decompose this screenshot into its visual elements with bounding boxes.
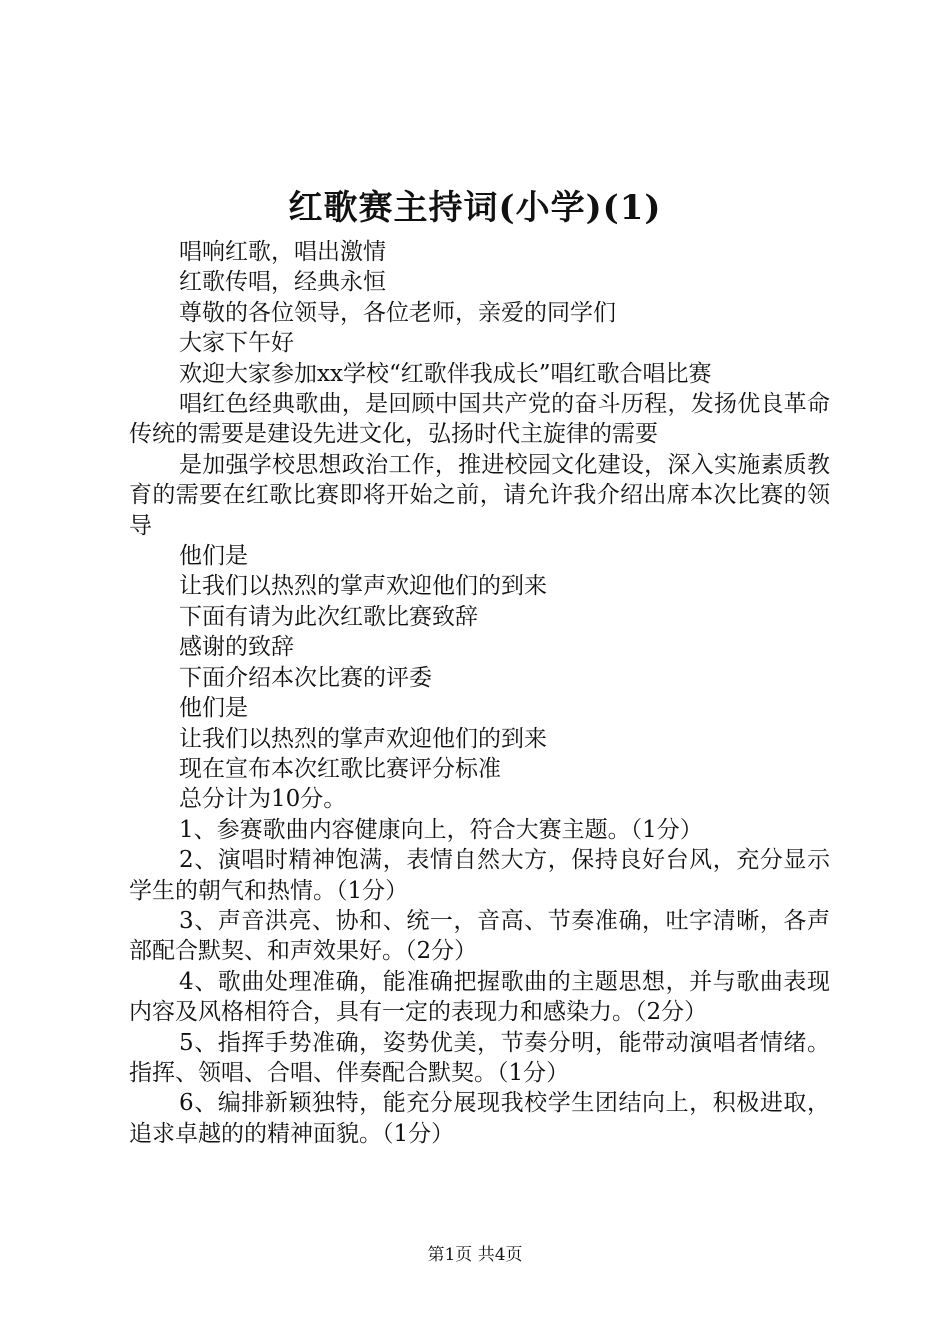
paragraph: 红歌传唱，经典永恒 <box>179 269 386 296</box>
scoring-criterion-3: 3、声音洪亮、协和、统一，音高、节奏准确，吐字清晰，各声部配合默契、和声效果好。（2分） <box>129 907 830 965</box>
paragraph: 让我们以热烈的掌声欢迎他们的到来 <box>179 573 547 600</box>
scoring-criterion-2: 2、演唱时精神饱满，表情自然大方，保持良好台风，充分显示学生的朝气和热情。（1分） <box>129 847 830 904</box>
paragraph: 现在宣布本次红歌比赛评分标准 <box>179 755 501 782</box>
paragraph: 让我们以热烈的掌声欢迎他们的到来 <box>179 725 547 752</box>
paragraph: 唱红色经典歌曲，是回顾中国共产党的奋斗历程，发扬优良革命传统的需要是建设先进文化，弘扬时代主旋律的需要 <box>129 391 830 448</box>
paragraph: 他们是 <box>179 543 248 570</box>
page-footer: 第1页 共4页 <box>427 1245 523 1265</box>
paragraph: 下面有请为此次红歌比赛致辞 <box>179 603 478 630</box>
paragraph: 他们是 <box>179 695 248 722</box>
paragraph: 总分计为10分。 <box>179 786 347 813</box>
paragraph: 下面介绍本次比赛的评委 <box>179 664 432 691</box>
scoring-criterion-4: 4、歌曲处理准确，能准确把握歌曲的主题思想，并与歌曲表现内容及风格相符合，具有一定的表现力和感染力。（2分） <box>129 968 830 1026</box>
paragraph: 唱响红歌，唱出激情 <box>179 239 386 265</box>
scoring-criterion-1: 1、参赛歌曲内容健康向上，符合大赛主题。（1分） <box>179 816 703 843</box>
paragraph: 尊敬的各位领导，各位老师，亲爱的同学们 <box>179 299 616 326</box>
document-body <box>129 237 830 1149</box>
paragraph: 欢迎大家参加xx学校“红歌伴我成长”唱红歌合唱比赛 <box>179 360 712 387</box>
document-title: 红歌赛主持词(小学)(1) <box>288 188 662 228</box>
scoring-criterion-5: 5、指挥手势准确，姿势优美，节奏分明，能带动演唱者情绪。指挥、领唱、合唱、伴奏配合默契。（1分） <box>129 1029 830 1086</box>
scoring-criterion-6: 6、编排新颖独特，能充分展现我校学生团结向上，积极进取，追求卓越的的精神面貌。（1分） <box>129 1090 830 1147</box>
paragraph: 是加强学校思想政治工作，推进校园文化建设，深入实施素质教育的需要在红歌比赛即将开始之前，请允许我介绍出席本次比赛的领导 <box>129 451 830 539</box>
paragraph: 大家下午好 <box>179 330 294 357</box>
paragraph: 感谢的致辞 <box>179 634 294 661</box>
